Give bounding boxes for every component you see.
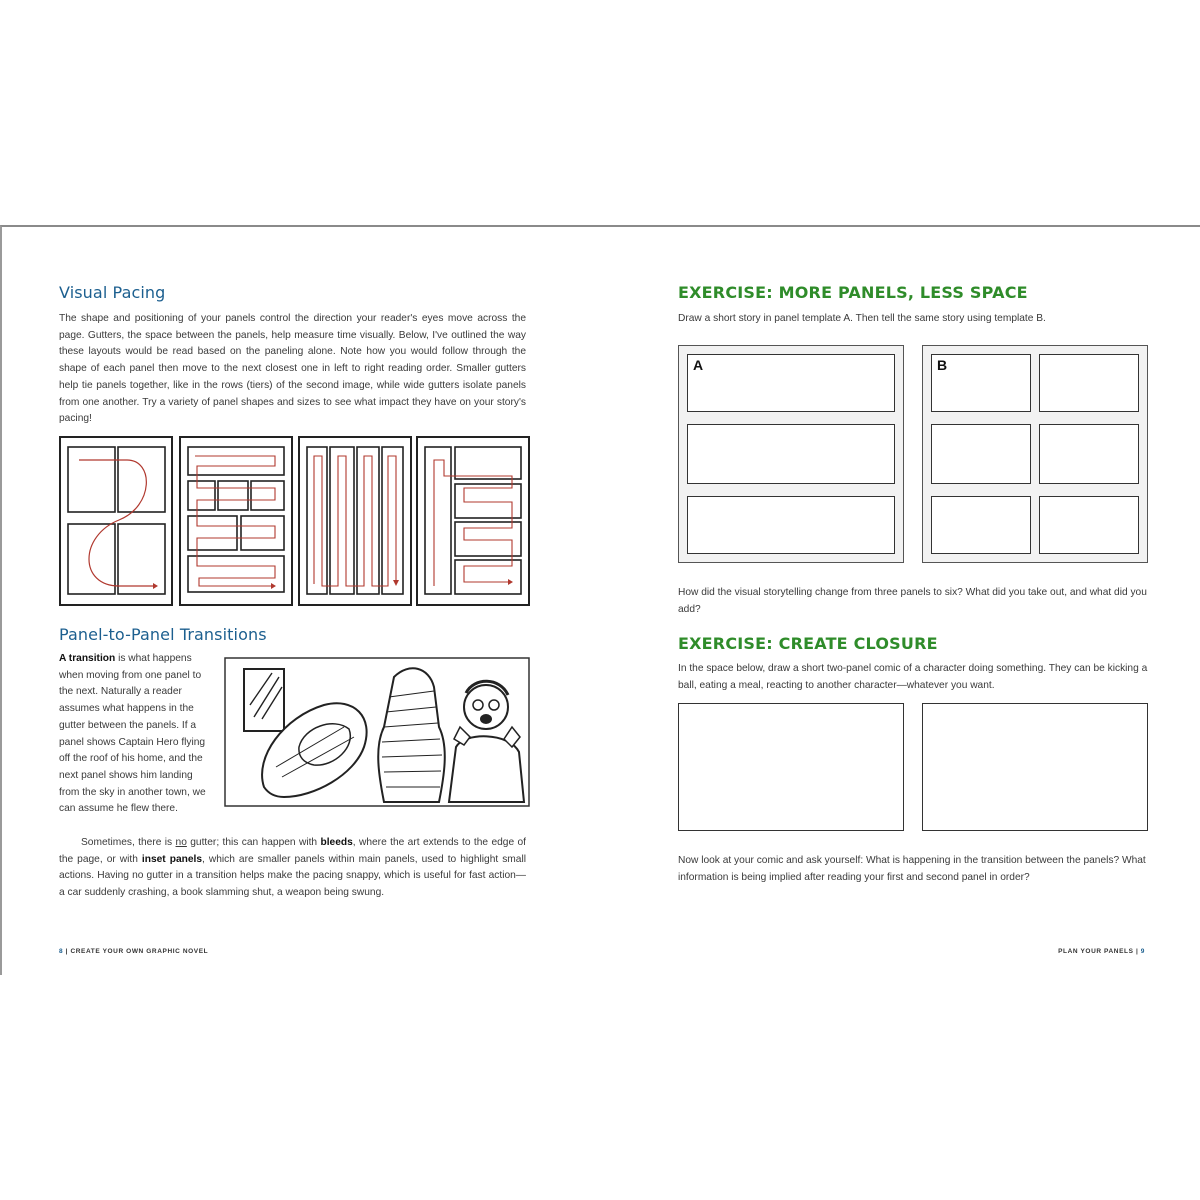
book-spread xyxy=(0,225,1200,975)
p2-text-d: , which are smaller panels within main panels, used to highlight small actions. Having no gutter in a transition helps make the pacing snappy, which is useful for fast action—a car suddenly crashing, a book slamming shut, a weapon being swung. xyxy=(59,853,526,899)
template-b-panel-5[interactable] xyxy=(931,496,1031,554)
left-page xyxy=(2,227,602,977)
term-transition: A transition xyxy=(59,653,116,664)
right-footer-separator: | xyxy=(1135,948,1139,955)
closure-panel-2[interactable] xyxy=(922,703,1148,831)
left-footer xyxy=(59,948,208,955)
exercise-more-panels-question: How did the visual storytelling change from three panels to six? What did you take out, and what did you add? xyxy=(678,587,1147,615)
transitions-heading: Panel-to-Panel Transitions xyxy=(59,625,267,644)
p2-text-c: , where the art extends to the edge of the page, or with xyxy=(59,837,526,865)
template-b-label: B xyxy=(937,357,948,373)
exercise-create-closure-heading: EXERCISE: CREATE CLOSURE xyxy=(678,634,938,653)
template-b-panel-2[interactable] xyxy=(1039,354,1139,412)
panel-template-a[interactable] xyxy=(678,345,904,563)
exercise-more-panels-instruction: Draw a short story in panel template A. Then tell the same story using template B. xyxy=(678,313,1046,324)
right-page-number: 9 xyxy=(1140,948,1145,955)
template-b-panel-4[interactable] xyxy=(1039,424,1139,484)
pacing-diagram-3 xyxy=(298,436,412,606)
pacing-diagrams xyxy=(59,436,529,606)
p2-text-b: gutter; this can happen with xyxy=(186,837,321,848)
exercise-create-closure-question: Now look at your comic and ask yourself: What is happening in the transition between the panels? What information is being implied after reading your first and second panel in order? xyxy=(678,855,1146,883)
right-footer xyxy=(1058,948,1145,955)
exercise-more-panels-heading: EXERCISE: MORE PANELS, LESS SPACE xyxy=(678,283,1028,302)
template-b-panel-3[interactable] xyxy=(931,424,1031,484)
transition-paragraph-2 xyxy=(59,835,526,902)
pacing-diagram-4 xyxy=(416,436,530,606)
closure-panel-1[interactable] xyxy=(678,703,904,831)
visual-pacing-body: The shape and positioning of your panels control the direction your reader's eyes move across the page. Gutters, the space between the panels, help measure time visually. Below, I've outlined the way these layouts would be read based on the paneling alone. Note how you would follow through the shape of each panel then move to the next closest one in left to right reading order. Smaller gutters help tie panels together, like in the rows (tiers) of the second image, while wide gutters isolate panels from one another. Try a variety of panel shapes and sizes to see what impact they have on your story's pacing! xyxy=(59,313,526,425)
book-title: CREATE YOUR OWN GRAPHIC NOVEL xyxy=(70,948,209,955)
left-page-number: 8 xyxy=(59,948,64,955)
transition-paragraph-1-text: is what happens when moving from one panel to the next. Naturally a reader assumes what happens in the gutter between the panels. If a panel shows Captain Hero flying off the roof of his home, and the next panel shows him landing from the sky in another town, we can assume he flew there. xyxy=(59,653,206,815)
template-b-panel-1[interactable] xyxy=(931,354,1031,412)
exercise-create-closure-instruction: In the space below, draw a short two-panel comic of a character doing something. They can be kicking a ball, eating a meal, reacting to another character—whatever you want. xyxy=(678,663,1148,691)
template-a-panel-3[interactable] xyxy=(687,496,895,554)
chapter-title: PLAN YOUR PANELS xyxy=(1058,948,1134,955)
template-a-label: A xyxy=(693,357,704,373)
term-bleeds: bleeds xyxy=(320,837,353,848)
visual-pacing-heading: Visual Pacing xyxy=(59,283,166,302)
left-footer-separator: | xyxy=(65,948,69,955)
template-b-panel-6[interactable] xyxy=(1039,496,1139,554)
pacing-diagram-2 xyxy=(179,436,293,606)
right-page xyxy=(602,227,1200,977)
p2-no: no xyxy=(175,837,187,848)
comic-illustration xyxy=(224,657,530,807)
template-a-panel-2[interactable] xyxy=(687,424,895,484)
template-a-panel-1[interactable] xyxy=(687,354,895,412)
term-inset-panels: inset panels xyxy=(141,853,202,865)
pacing-diagram-1 xyxy=(59,436,173,606)
panel-template-b[interactable] xyxy=(922,345,1148,563)
p2-text-a: Sometimes, there is xyxy=(81,837,176,848)
transition-paragraph-1 xyxy=(59,651,211,818)
